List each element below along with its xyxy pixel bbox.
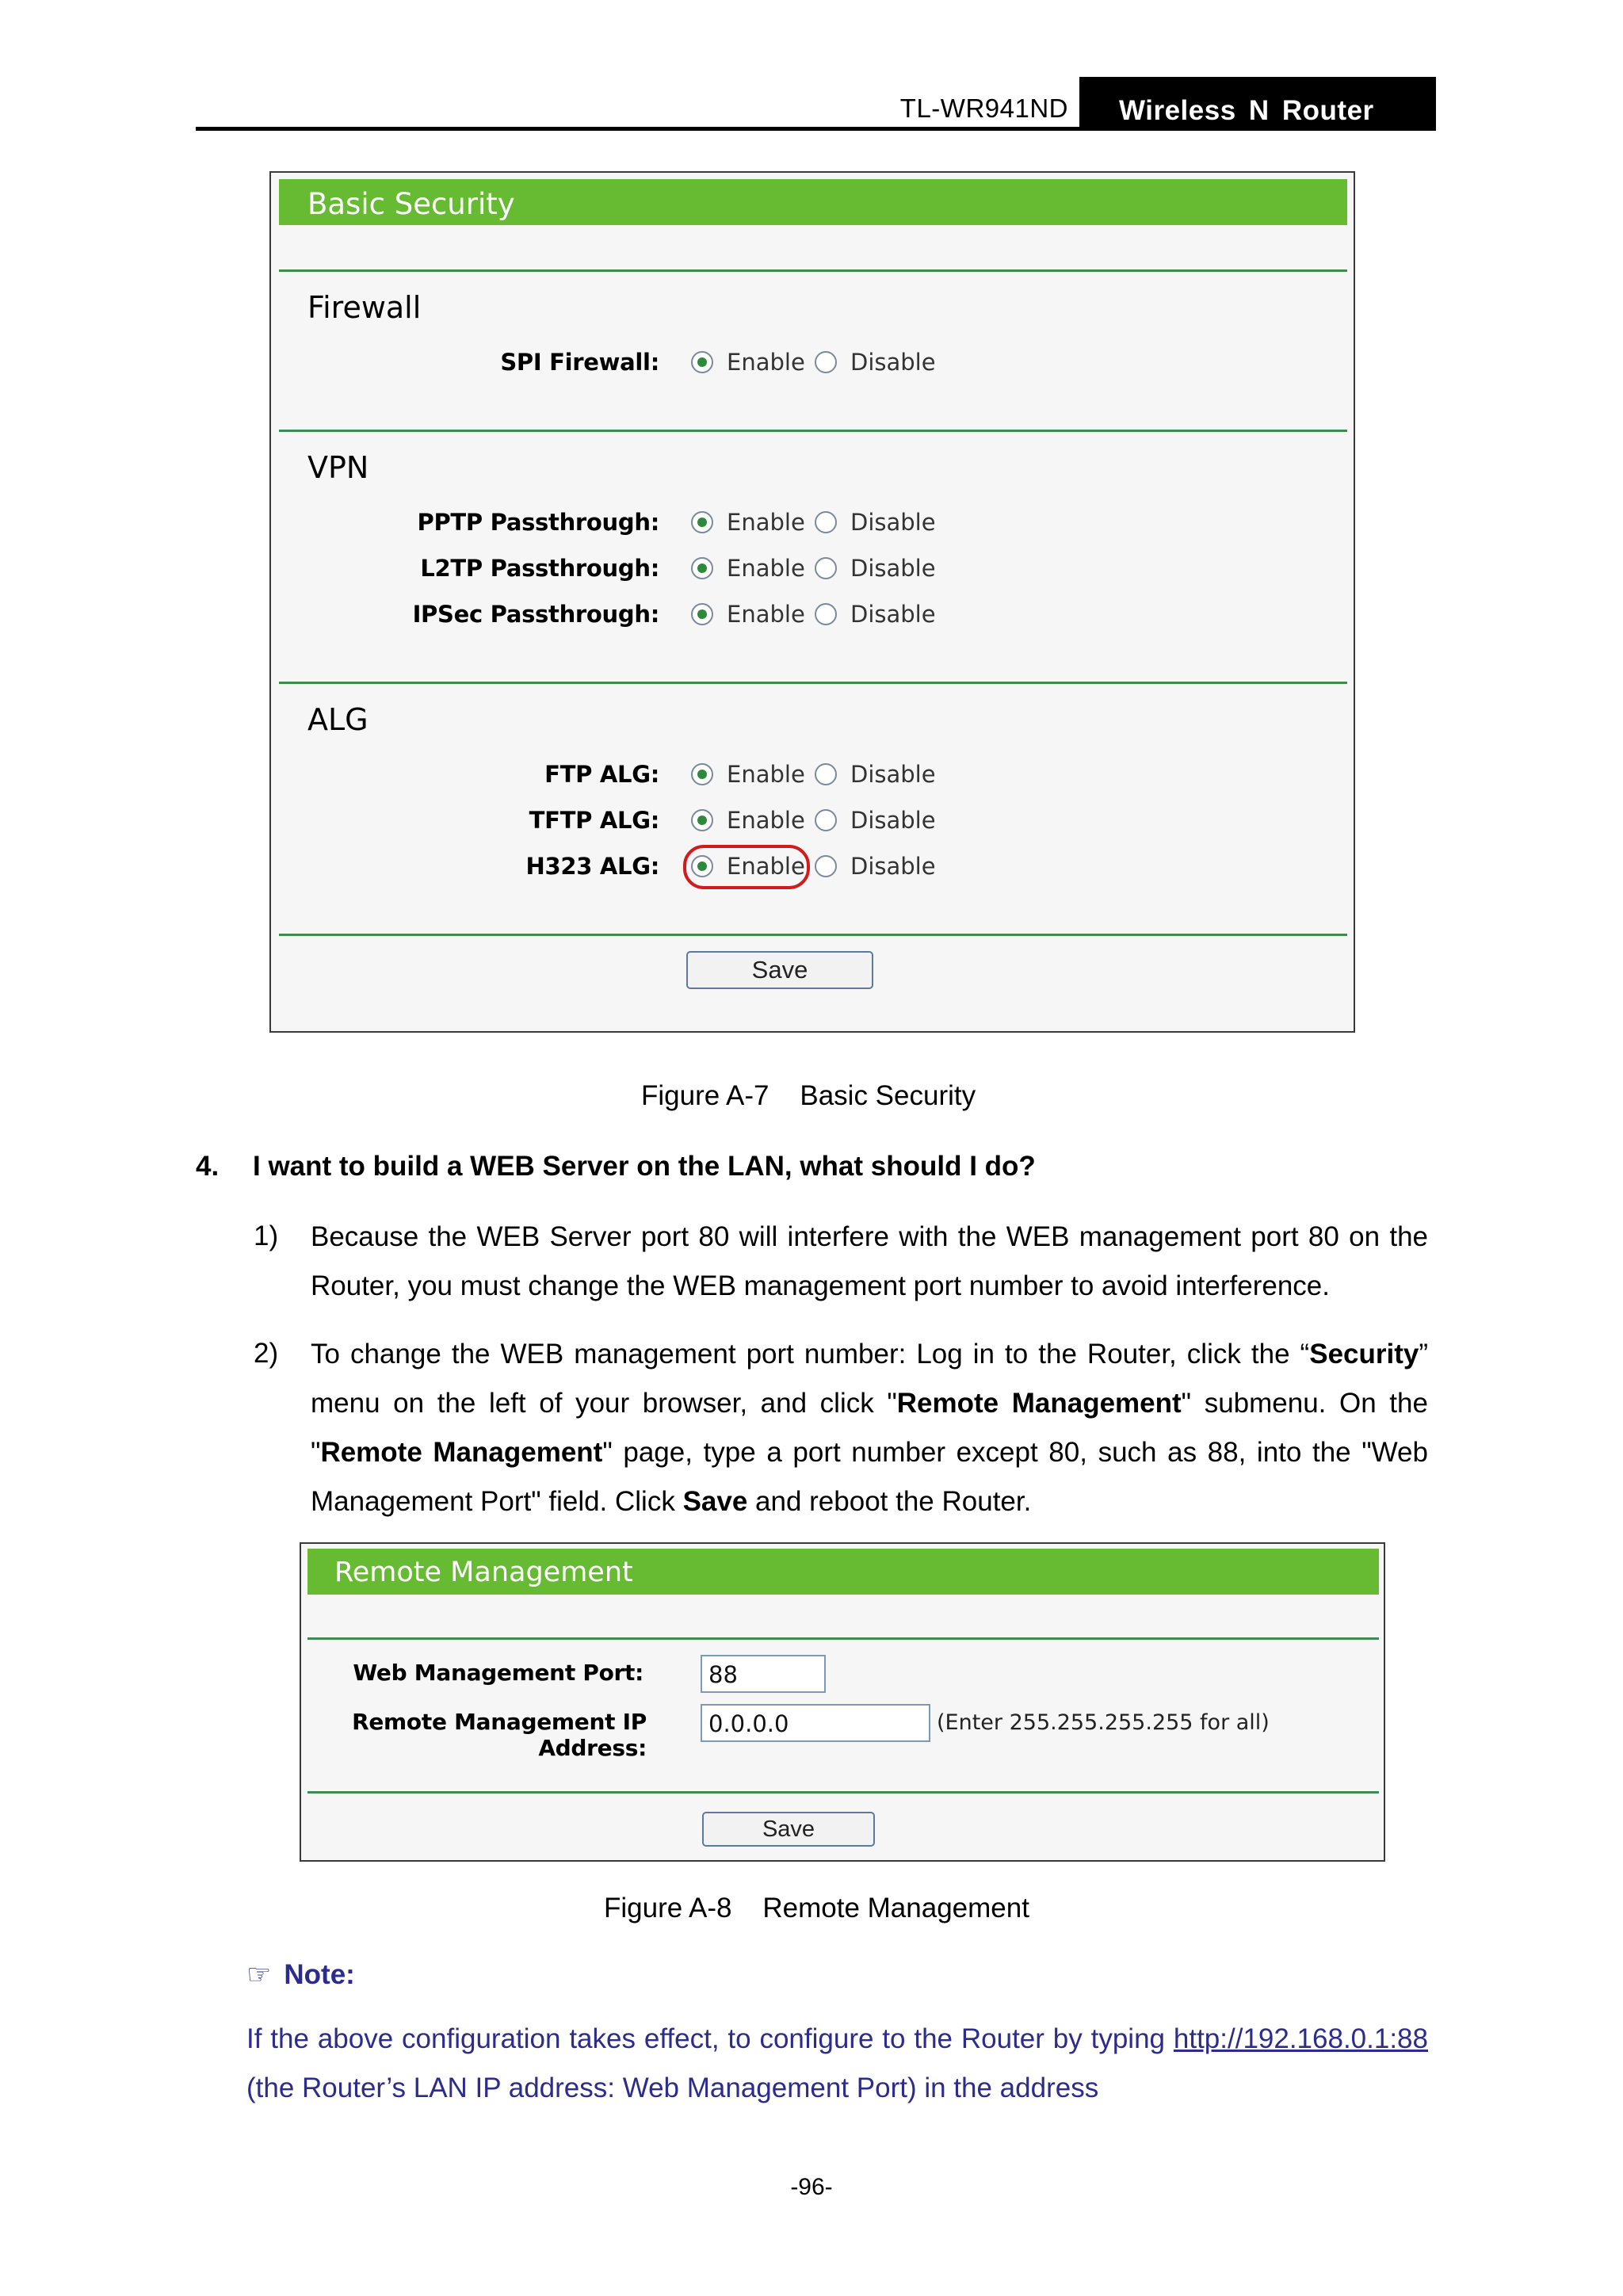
option-disable-label: Disable [850, 349, 936, 376]
ipsec-disable-radio[interactable] [815, 603, 837, 625]
header-product-banner: Wireless N Router [1079, 77, 1436, 131]
tftp-alg-disable-radio[interactable] [815, 809, 837, 831]
figure-caption-a7 [641, 1080, 976, 1112]
step-number: 1) [254, 1221, 279, 1251]
option-disable-label: Disable [850, 807, 936, 834]
h323-alg-disable-radio[interactable] [815, 855, 837, 877]
pptp-enable-radio[interactable] [691, 511, 713, 533]
basic-security-panel [269, 171, 1355, 1033]
panel-title: Basic Security [279, 179, 1347, 225]
option-enable-label: Enable [727, 853, 805, 880]
section-divider [279, 269, 1347, 272]
section-divider [307, 1637, 1379, 1640]
pptp-disable-radio[interactable] [815, 511, 837, 533]
save-keyword: Save [682, 1486, 748, 1517]
row-label-tftp-alg: TFTP ALG: [529, 807, 659, 834]
option-enable-label: Enable [727, 807, 805, 834]
pointing-hand-icon: ☞ [246, 1959, 272, 1990]
option-disable-label: Disable [850, 853, 936, 880]
figure-title: Remote Management [762, 1893, 1029, 1924]
step-text: To change the WEB management port number: Log in to the Router, click the “Security” menu on the left of your browser, and click "Remote Management" submenu. On the "Remote Management" page, type a port number except 80, such as 88, into the "Web Management Port" field. Click Save and reboot the Router. [311, 1339, 1428, 1517]
option-disable-label: Disable [850, 509, 936, 536]
option-disable-label: Disable [850, 761, 936, 788]
question-heading [196, 1151, 1036, 1182]
spi-firewall-disable-radio[interactable] [815, 351, 837, 373]
step-number: 2) [254, 1338, 279, 1369]
row-label-ftp-alg: FTP ALG: [544, 761, 659, 788]
section-heading-alg: ALG [307, 702, 369, 737]
row-label-ipsec: IPSec Passthrough: [412, 601, 659, 628]
section-heading-vpn: VPN [307, 450, 369, 485]
l2tp-enable-radio[interactable] [691, 557, 713, 579]
save-button[interactable]: Save [702, 1812, 875, 1847]
header-model: TL-WR941ND [899, 94, 1068, 123]
note-heading [246, 1959, 355, 1991]
spi-firewall-enable-radio[interactable] [691, 351, 713, 373]
ipsec-enable-radio[interactable] [691, 603, 713, 625]
remote-ip-hint: (Enter 255.255.255.255 for all) [937, 1710, 1270, 1735]
menu-security: Security [1309, 1339, 1419, 1370]
option-enable-label: Enable [727, 509, 805, 536]
section-divider [279, 682, 1347, 684]
l2tp-disable-radio[interactable] [815, 557, 837, 579]
question-text: I want to build a WEB Server on the LAN, what should I do? [253, 1151, 1036, 1182]
section-divider [279, 934, 1347, 936]
remote-ip-input[interactable]: 0.0.0.0 [701, 1704, 930, 1742]
web-management-port-label: Web Management Port: [353, 1660, 643, 1686]
router-address-link[interactable]: http://192.168.0.1:88 [1173, 2023, 1428, 2054]
panel-title: Remote Management [307, 1549, 1379, 1595]
note-text: If the above configuration takes effect, to configure to the Router by typing http://192.168.0.1:88 (the Router’s LAN IP address: Web Management Port) in the address [246, 2023, 1428, 2103]
option-enable-label: Enable [727, 761, 805, 788]
option-enable-label: Enable [727, 601, 805, 628]
section-divider [307, 1791, 1379, 1794]
remote-ip-label: Remote Management IP Address: [352, 1709, 647, 1761]
header-rule [196, 127, 1436, 131]
option-enable-label: Enable [727, 555, 805, 582]
page-remote-management: Remote Management [320, 1437, 603, 1468]
figure-caption-a8 [604, 1893, 1029, 1924]
ftp-alg-disable-radio[interactable] [815, 763, 837, 785]
web-management-port-input[interactable]: 88 [701, 1655, 826, 1693]
figure-title: Basic Security [800, 1080, 976, 1111]
step-text: Because the WEB Server port 80 will interfere with the WEB management port 80 on the Router, you must change the WEB management port number to avoid interference. [311, 1221, 1428, 1301]
ftp-alg-enable-radio[interactable] [691, 763, 713, 785]
row-label-spi-firewall: SPI Firewall: [500, 349, 659, 376]
figure-label: Figure A-7 [641, 1080, 769, 1111]
section-heading-firewall: Firewall [307, 290, 422, 325]
menu-remote-management: Remote Management [896, 1388, 1182, 1419]
remote-management-panel [300, 1542, 1385, 1862]
h323-enable-highlight-ring [683, 845, 810, 889]
figure-label: Figure A-8 [604, 1893, 732, 1924]
option-enable-label: Enable [727, 349, 805, 376]
row-label-h323-alg: H323 ALG: [525, 853, 659, 880]
save-button[interactable]: Save [686, 951, 873, 989]
page-number: -96- [790, 2174, 833, 2200]
row-label-l2tp: L2TP Passthrough: [420, 555, 659, 582]
section-divider [279, 430, 1347, 432]
note-label: Note: [284, 1959, 355, 1990]
option-disable-label: Disable [850, 555, 936, 582]
option-disable-label: Disable [850, 601, 936, 628]
row-label-pptp: PPTP Passthrough: [417, 509, 659, 536]
question-number: 4. [196, 1151, 220, 1182]
tftp-alg-enable-radio[interactable] [691, 809, 713, 831]
